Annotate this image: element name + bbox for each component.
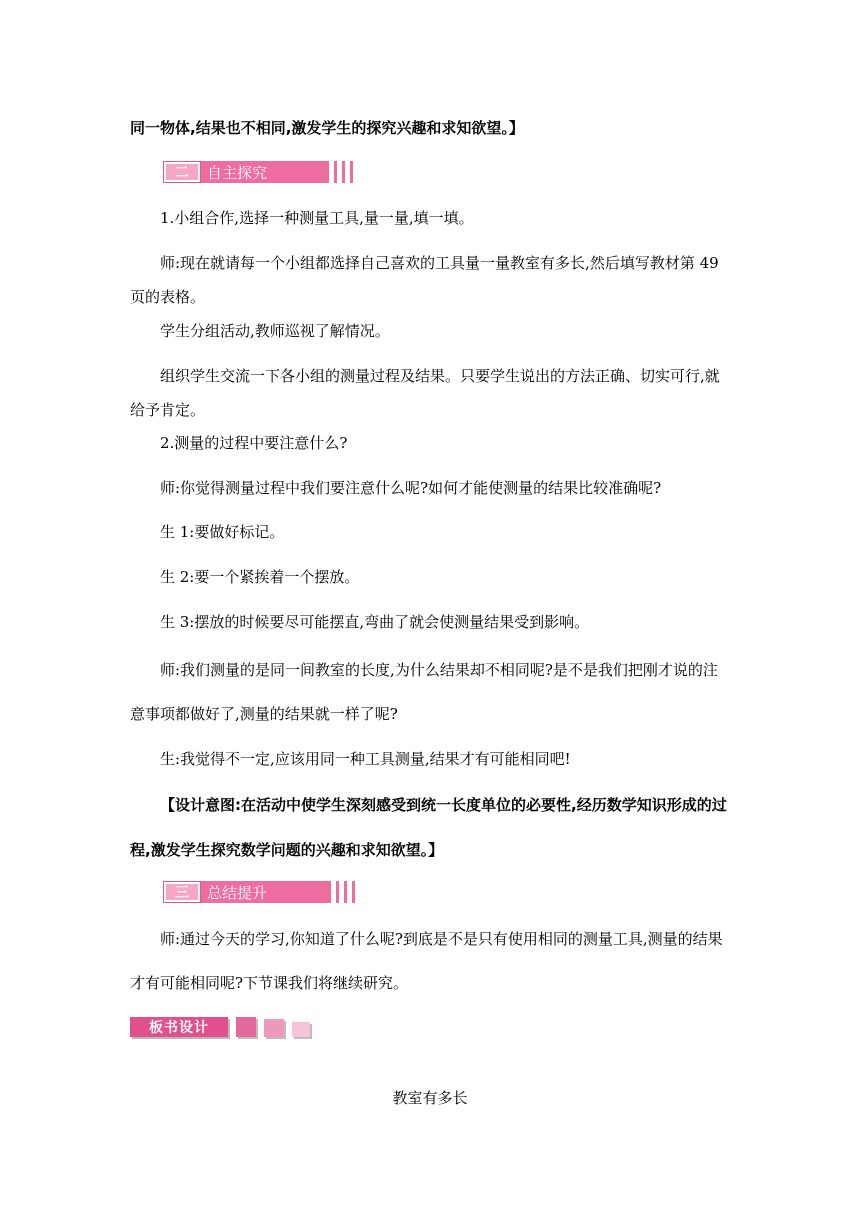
- paragraph: 1.小组合作,选择一种测量工具,量一量,填一填。: [160, 209, 474, 227]
- section-title: 自主探究: [201, 161, 329, 183]
- paragraph: 师:通过今天的学习,你知道了什么呢?到底是不是只有使用相同的测量工具,测量的结果: [160, 930, 723, 948]
- board-design-label: 板书设计: [130, 1017, 228, 1037]
- decorative-square: [292, 1022, 310, 1037]
- paragraph: 师:我们测量的是同一间教室的长度,为什么结果却不相同呢?是不是我们把刚才说的注: [160, 661, 718, 679]
- design-intent: 【设计意图:在活动中使学生深刻感受到统一长度单位的必要性,经历数学知识形成的过: [160, 796, 727, 814]
- paragraph: 2.测量的过程中要注意什么?: [160, 434, 348, 452]
- decorative-square: [236, 1017, 256, 1037]
- board-design-header: [130, 1017, 310, 1037]
- section-stripes-decoration: [329, 161, 353, 183]
- section-number-badge: 二: [163, 161, 201, 183]
- paragraph: 学生分组活动,教师巡视了解情况。: [160, 322, 390, 340]
- section-header-summary: [163, 881, 355, 903]
- design-intent-continuation: 程,激发学生探究数学问题的兴趣和求知欲望。】: [130, 841, 444, 859]
- paragraph: 师:你觉得测量过程中我们要注意什么呢?如何才能使测量的结果比较准确呢?: [160, 479, 662, 497]
- paragraph: 生 3:摆放的时候要尽可能摆直,弯曲了就会使测量结果受到影响。: [160, 613, 590, 631]
- paragraph-continuation: 给予肯定。: [130, 401, 206, 419]
- paragraph: 生 1:要做好标记。: [160, 523, 285, 541]
- section-number-badge: 三: [163, 881, 201, 903]
- paragraph: 生 2:要一个紧挨着一个摆放。: [160, 568, 360, 586]
- design-intent-tail: 同一物体,结果也不相同,激发学生的探究兴趣和求知欲望。】: [130, 119, 524, 137]
- paragraph: 生:我觉得不一定,应该用同一种工具测量,结果才有可能相同吧!: [160, 750, 571, 768]
- section-title: 总结提升: [201, 881, 331, 903]
- board-title: 教室有多长: [392, 1089, 468, 1107]
- paragraph-continuation: 才有可能相同呢?下节课我们将继续研究。: [130, 974, 409, 992]
- paragraph: 组织学生交流一下各小组的测量过程及结果。只要学生说出的方法正确、切实可行,就: [160, 367, 720, 385]
- section-header-self-exploration: [163, 161, 353, 183]
- paragraph-continuation: 意事项都做好了,测量的结果就一样了呢?: [130, 705, 398, 723]
- paragraph: 师:现在就请每一个小组都选择自己喜欢的工具量一量教室有多长,然后填写教材第 49: [160, 254, 719, 272]
- paragraph-continuation: 页的表格。: [130, 288, 206, 306]
- section-stripes-decoration: [331, 881, 355, 903]
- decorative-square: [264, 1019, 284, 1037]
